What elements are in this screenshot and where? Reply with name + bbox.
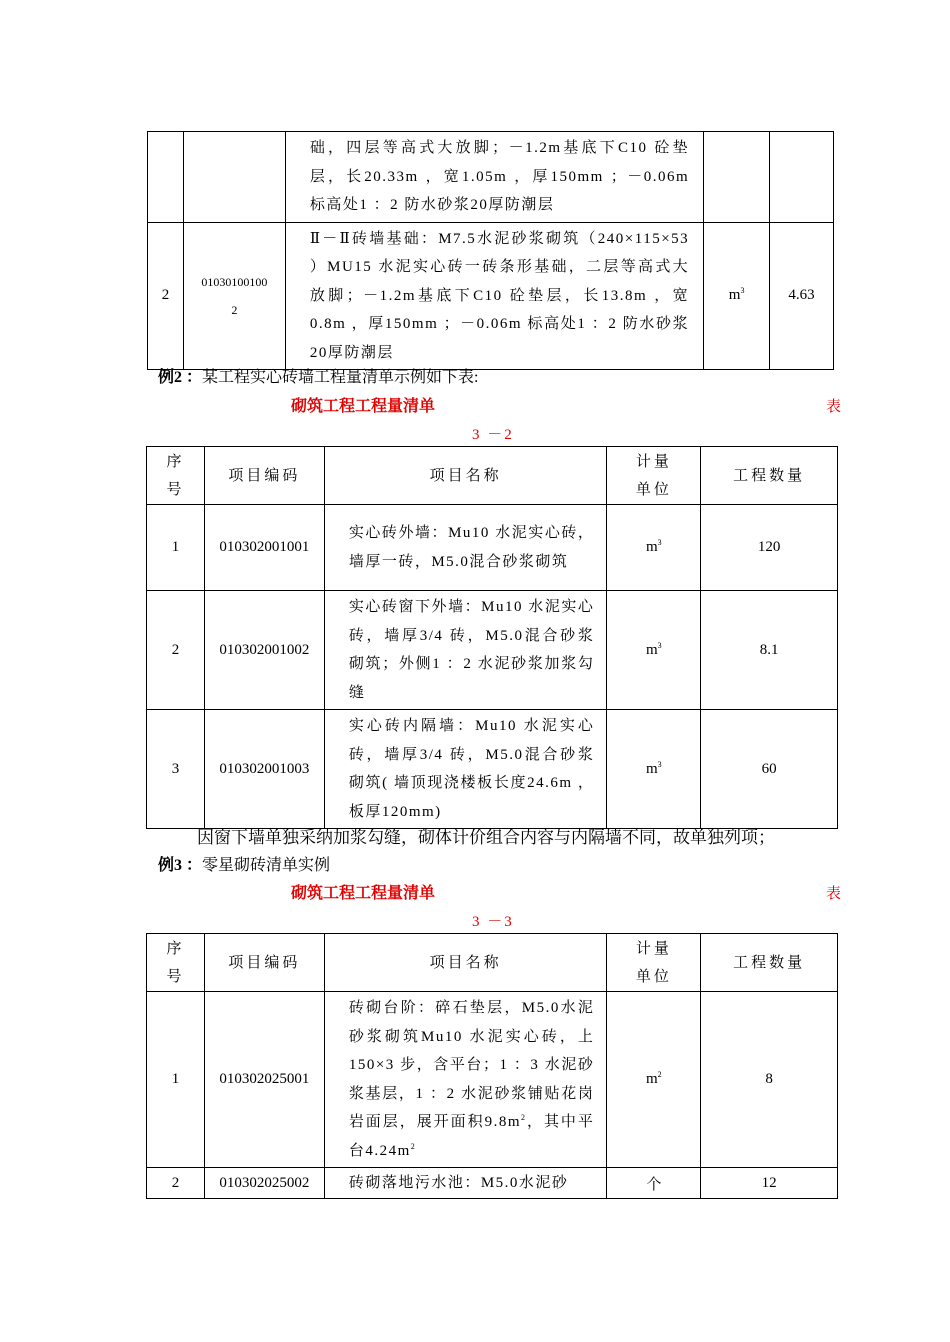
table-2	[146, 446, 838, 829]
project-name: 砖砌台阶：碎石垫层，M5.0水泥砂浆砌筑Mu10 水泥实心砖，上150×3 步，含平台；1 ：3 水泥砂浆基层，1 ：2 水泥砂浆铺贴花岗岩面层，展开面积$9.8m^2$，其中平台$4.24m^2$	[324, 992, 607, 1168]
project-code: 010302001001	[204, 505, 324, 591]
project-code	[183, 132, 285, 223]
example-3-text: 零星砌砖清单实例	[202, 857, 331, 874]
project-code: 01030100100 2	[183, 222, 285, 370]
project-name: 实心砖窗下外墙：Mu10 水泥实心砖，墙厚3/4 砖，M5.0混合砂浆砌筑；外侧1 ：2 水泥砂浆加浆勾缝	[324, 591, 607, 710]
row-number	[148, 132, 184, 223]
header-no: 序 号	[147, 934, 205, 992]
table-row	[147, 1168, 838, 1199]
header-unit: 计量 单位	[607, 934, 701, 992]
header-name: 项目名称	[324, 934, 607, 992]
project-code: 010302001002	[204, 591, 324, 710]
unit: $m^3$	[607, 591, 701, 710]
unit: $m^3$	[704, 222, 770, 370]
unit: 个	[607, 1168, 701, 1199]
header-quantity: 工程数量	[701, 447, 838, 505]
table-row	[147, 710, 838, 829]
table-3	[146, 933, 838, 1199]
header-unit: 计量 单位	[607, 447, 701, 505]
table-2-table-word: 表	[826, 399, 842, 415]
project-code: 010302025001	[204, 992, 324, 1168]
row-number: 2	[148, 222, 184, 370]
table-2-number: 3 －2	[472, 427, 514, 443]
header-name: 项目名称	[324, 447, 607, 505]
table-row	[148, 222, 834, 370]
project-name: 砖砌落地污水池：M5.0水泥砂	[324, 1168, 607, 1199]
example-3-label: 例3 ：	[158, 857, 203, 874]
row-number: 2	[147, 1168, 205, 1199]
table-row	[147, 992, 838, 1168]
table-header-row	[147, 447, 838, 505]
quantity: 8.1	[701, 591, 838, 710]
project-name: 实心砖外墙：Mu10 水泥实心砖，墙厚一砖，M5.0混合砂浆砌筑	[324, 505, 607, 591]
note-paragraph: 因窗下墙单独采纳加浆勾缝，砌体计价组合内容与内隔墙不同，故单独列项；	[197, 828, 775, 847]
unit	[704, 132, 770, 223]
row-number: 1	[147, 992, 205, 1168]
quantity: 12	[701, 1168, 838, 1199]
header-code: 项目编码	[204, 447, 324, 505]
project-code: 010302025002	[204, 1168, 324, 1199]
project-name: Ⅱ－Ⅱ砖墙基础：M7.5水泥砂浆砌筑（240×115×53 ）MU15 水泥实心砖一砖条形基础，二层等高式大放脚；－1.2m基底下C10 砼垫层，长13.8m ，宽0.8m ，厚150mm ；－0.06m 标高处1 ：2 防水砂浆20厚防潮层	[285, 222, 703, 370]
table-row	[147, 591, 838, 710]
header-no: 序 号	[147, 447, 205, 505]
example-2-line	[158, 364, 478, 387]
quantity: 8	[701, 992, 838, 1168]
table-header-row	[147, 934, 838, 992]
unit: $m^2$	[607, 992, 701, 1168]
quantity: 60	[701, 710, 838, 829]
table-1	[147, 131, 834, 370]
header-quantity: 工程数量	[701, 934, 838, 992]
table-row	[148, 132, 834, 223]
header-code: 项目编码	[204, 934, 324, 992]
example-2-text: 某工程实心砖墙工程量清单示例如下表:	[202, 369, 479, 386]
quantity	[770, 132, 834, 223]
project-name: 础，四层等高式大放脚；－1.2m基底下C10 砼垫层，长20.33m ，宽1.05m ，厚150mm ；－0.06m 标高处1 ：2 防水砂浆20厚防潮层	[285, 132, 703, 223]
table-3-title: 砌筑工程工程量清单	[291, 885, 436, 902]
table-3-number: 3 －3	[472, 914, 514, 930]
example-2-label: 例2 ：	[158, 369, 203, 386]
table-2-title: 砌筑工程工程量清单	[291, 398, 436, 415]
example-3-line	[158, 852, 330, 875]
quantity: 4.63	[770, 222, 834, 370]
row-number: 2	[147, 591, 205, 710]
table-3-table-word: 表	[826, 886, 842, 902]
project-name: 实心砖内隔墙：Mu10 水泥实心砖，墙厚3/4 砖，M5.0混合砂浆砌筑( 墙顶现浇楼板长度24.6m ，板厚120mm)	[324, 710, 607, 829]
row-number: 1	[147, 505, 205, 591]
table-row	[147, 505, 838, 591]
unit: $m^3$	[607, 710, 701, 829]
unit: $m^3$	[607, 505, 701, 591]
project-code: 010302001003	[204, 710, 324, 829]
quantity: 120	[701, 505, 838, 591]
row-number: 3	[147, 710, 205, 829]
